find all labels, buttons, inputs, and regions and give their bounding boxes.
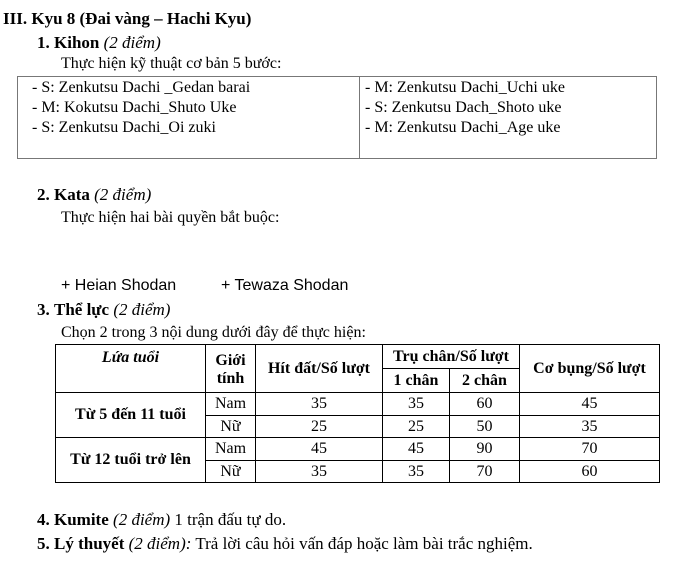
table-header-row [56, 345, 660, 369]
kihon-instruction: Thực hiện kỹ thuật cơ bản 5 bước: [61, 55, 282, 72]
the-luc-title: Thể lực [54, 300, 110, 319]
ly-thuyet-title: Lý thuyết [54, 534, 125, 553]
kata-item-heian: + Heian Shodan [61, 277, 177, 294]
header-squat-one-leg: 1 chân [383, 369, 450, 393]
kihon-table [17, 76, 657, 159]
squat-two-cell: 90 [450, 438, 520, 461]
header-pushup: Hít đất/Số lượt [256, 345, 383, 393]
squat-two-cell: 60 [450, 393, 520, 416]
header-situp: Cơ bụng/Số lượt [520, 345, 660, 393]
kumite-points: (2 điểm) [113, 510, 171, 529]
situp-cell: 35 [520, 416, 660, 438]
pushup-cell: 25 [256, 416, 383, 438]
gender-cell: Nam [206, 393, 256, 416]
ly-thuyet-line [37, 534, 533, 554]
the-luc-heading [37, 300, 170, 320]
squat-two-cell: 70 [450, 461, 520, 483]
age-group-cell: Từ 5 đến 11 tuổi [56, 393, 206, 438]
the-luc-instruction: Chọn 2 trong 3 nội dung dưới đây để thực hiện: [61, 324, 366, 341]
kata-points: (2 điểm) [94, 185, 152, 204]
situp-cell: 60 [520, 461, 660, 483]
kihon-number: 1. [37, 33, 50, 52]
kihon-right-item-1: - M: Zenkutsu Dachi_Uchi uke [365, 79, 565, 96]
kihon-right-item-2: - S: Zenkutsu Dach_Shoto uke [365, 99, 562, 116]
squat-two-cell: 50 [450, 416, 520, 438]
kumite-line [37, 510, 286, 530]
section-title: III. Kyu 8 (Đai vàng – Hachi Kyu) [3, 9, 252, 28]
ly-thuyet-points: (2 điểm): [128, 534, 192, 553]
pushup-cell: 45 [256, 438, 383, 461]
the-luc-number: 3. [37, 300, 50, 319]
ly-thuyet-number: 5. [37, 534, 50, 553]
age-group-cell: Từ 12 tuổi trở lên [56, 438, 206, 483]
ly-thuyet-text: Trả lời câu hỏi vấn đáp hoặc làm bài trắc nghiệm. [195, 534, 533, 553]
kata-number: 2. [37, 185, 50, 204]
kihon-left-item-3: - S: Zenkutsu Dachi_Oi zuki [32, 119, 216, 136]
gender-cell: Nữ [206, 416, 256, 438]
kata-instruction: Thực hiện hai bài quyền bắt buộc: [61, 209, 280, 226]
situp-cell: 70 [520, 438, 660, 461]
pushup-cell: 35 [256, 393, 383, 416]
header-squat-two-legs: 2 chân [450, 369, 520, 393]
the-luc-points: (2 điểm) [113, 300, 171, 319]
squat-one-cell: 35 [383, 393, 450, 416]
kihon-title: Kihon [54, 33, 100, 52]
kihon-table-divider [359, 77, 360, 158]
kata-item-tewaza: + Tewaza Shodan [221, 277, 349, 294]
kihon-right-item-3: - M: Zenkutsu Dachi_Age uke [365, 119, 561, 136]
kumite-text: 1 trận đấu tự do. [174, 510, 287, 529]
kumite-title: Kumite [54, 510, 109, 529]
kata-heading [37, 185, 151, 205]
kihon-left-item-1: - S: Zenkutsu Dachi _Gedan barai [32, 79, 251, 96]
kihon-heading [37, 33, 161, 53]
header-age: Lứa tuổi [56, 345, 206, 393]
kihon-points: (2 điểm) [103, 33, 161, 52]
table-row [56, 438, 660, 461]
kumite-number: 4. [37, 510, 50, 529]
gender-cell: Nữ [206, 461, 256, 483]
situp-cell: 45 [520, 393, 660, 416]
kata-title: Kata [54, 185, 90, 204]
header-squat: Trụ chân/Số lượt [383, 345, 520, 369]
squat-one-cell: 45 [383, 438, 450, 461]
the-luc-table [55, 344, 660, 483]
kihon-left-item-2: - M: Kokutsu Dachi_Shuto Uke [32, 99, 237, 116]
squat-one-cell: 35 [383, 461, 450, 483]
squat-one-cell: 25 [383, 416, 450, 438]
header-gender: Giới tính [206, 345, 256, 393]
gender-cell: Nam [206, 438, 256, 461]
table-row [56, 393, 660, 416]
pushup-cell: 35 [256, 461, 383, 483]
